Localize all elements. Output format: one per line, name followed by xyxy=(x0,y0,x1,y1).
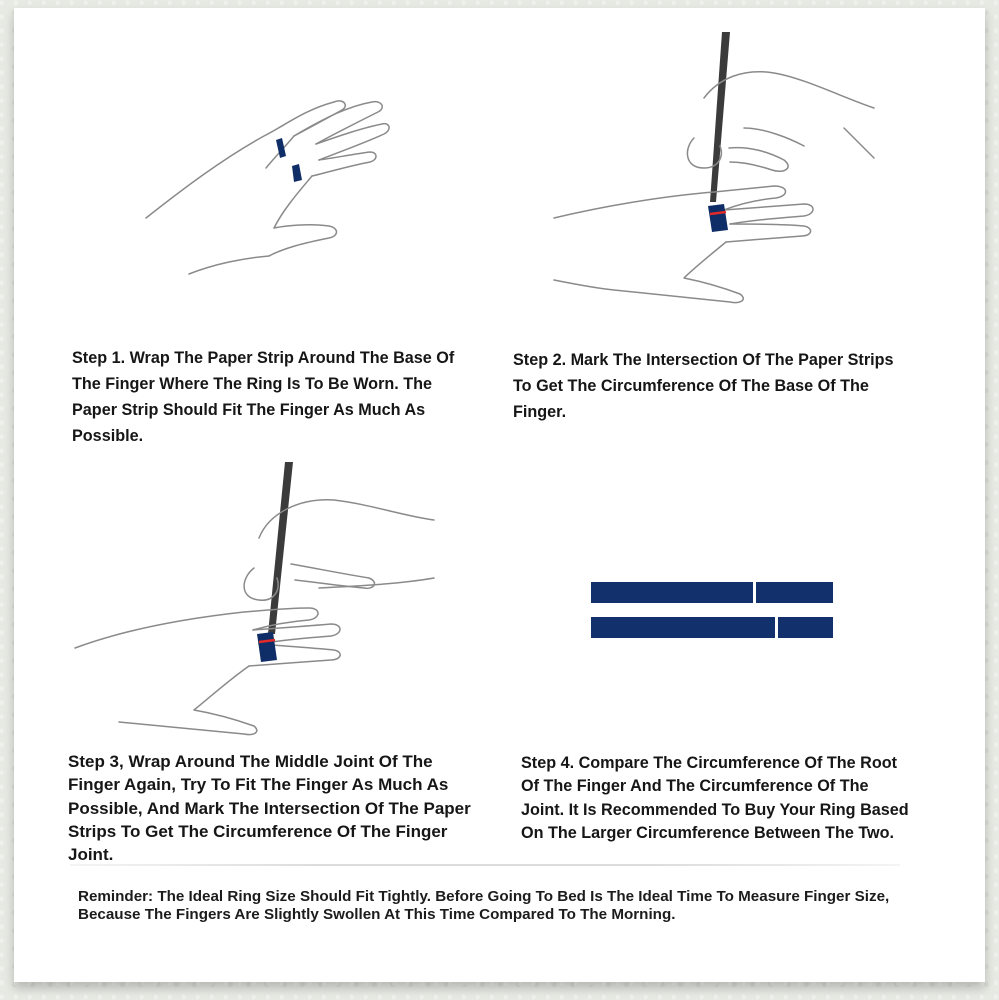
hand-drawing xyxy=(75,500,434,735)
step-1-illustration xyxy=(134,88,434,288)
paper-strip xyxy=(257,632,277,662)
strip-divider xyxy=(775,617,778,638)
paper-strip-joint xyxy=(591,617,833,638)
step-4-illustration xyxy=(589,580,834,640)
step-4-text: Step 4. Compare The Circumference Of The Root Of The Finger And The Circumference Of The Joint. It Is Recommended To Buy Your Ring Based On The Larger Circumference Between The Two. xyxy=(521,754,909,842)
step-1-text: Step 1. Wrap The Paper Strip Around The Base Of The Finger Where The Ring Is To Be Worn. The Paper Strip Should Fit The Finger As Much As Possible. xyxy=(72,349,455,445)
divider xyxy=(70,864,900,866)
strip-divider xyxy=(753,582,756,603)
step-3-illustration xyxy=(69,458,449,748)
hand-drawing xyxy=(146,101,389,274)
paper-strip xyxy=(708,204,728,232)
step-2-illustration xyxy=(544,28,884,308)
reminder-text: Reminder: The Ideal Ring Size Should Fit Tightly. Before Going To Bed Is The Ideal Time To Measure Finger Size, Because The Fingers Are Slightly Swollen At This Time Compared To The Morning. xyxy=(78,888,890,923)
step-3-text: Step 3, Wrap Around The Middle Joint Of The Finger Again, Try To Fit The Finger As Much As Possible, And Mark The Intersection Of The Paper Strips To Get The Circumference Of The Finger Joint. xyxy=(68,752,471,865)
paper-strip-2 xyxy=(292,164,302,182)
instruction-sheet xyxy=(14,8,985,982)
pencil xyxy=(710,32,730,202)
paper-strip-base xyxy=(591,582,833,603)
step-2-text: Step 2. Mark The Intersection Of The Paper Strips To Get The Circumference Of The Base Of The Finger. xyxy=(513,351,894,421)
